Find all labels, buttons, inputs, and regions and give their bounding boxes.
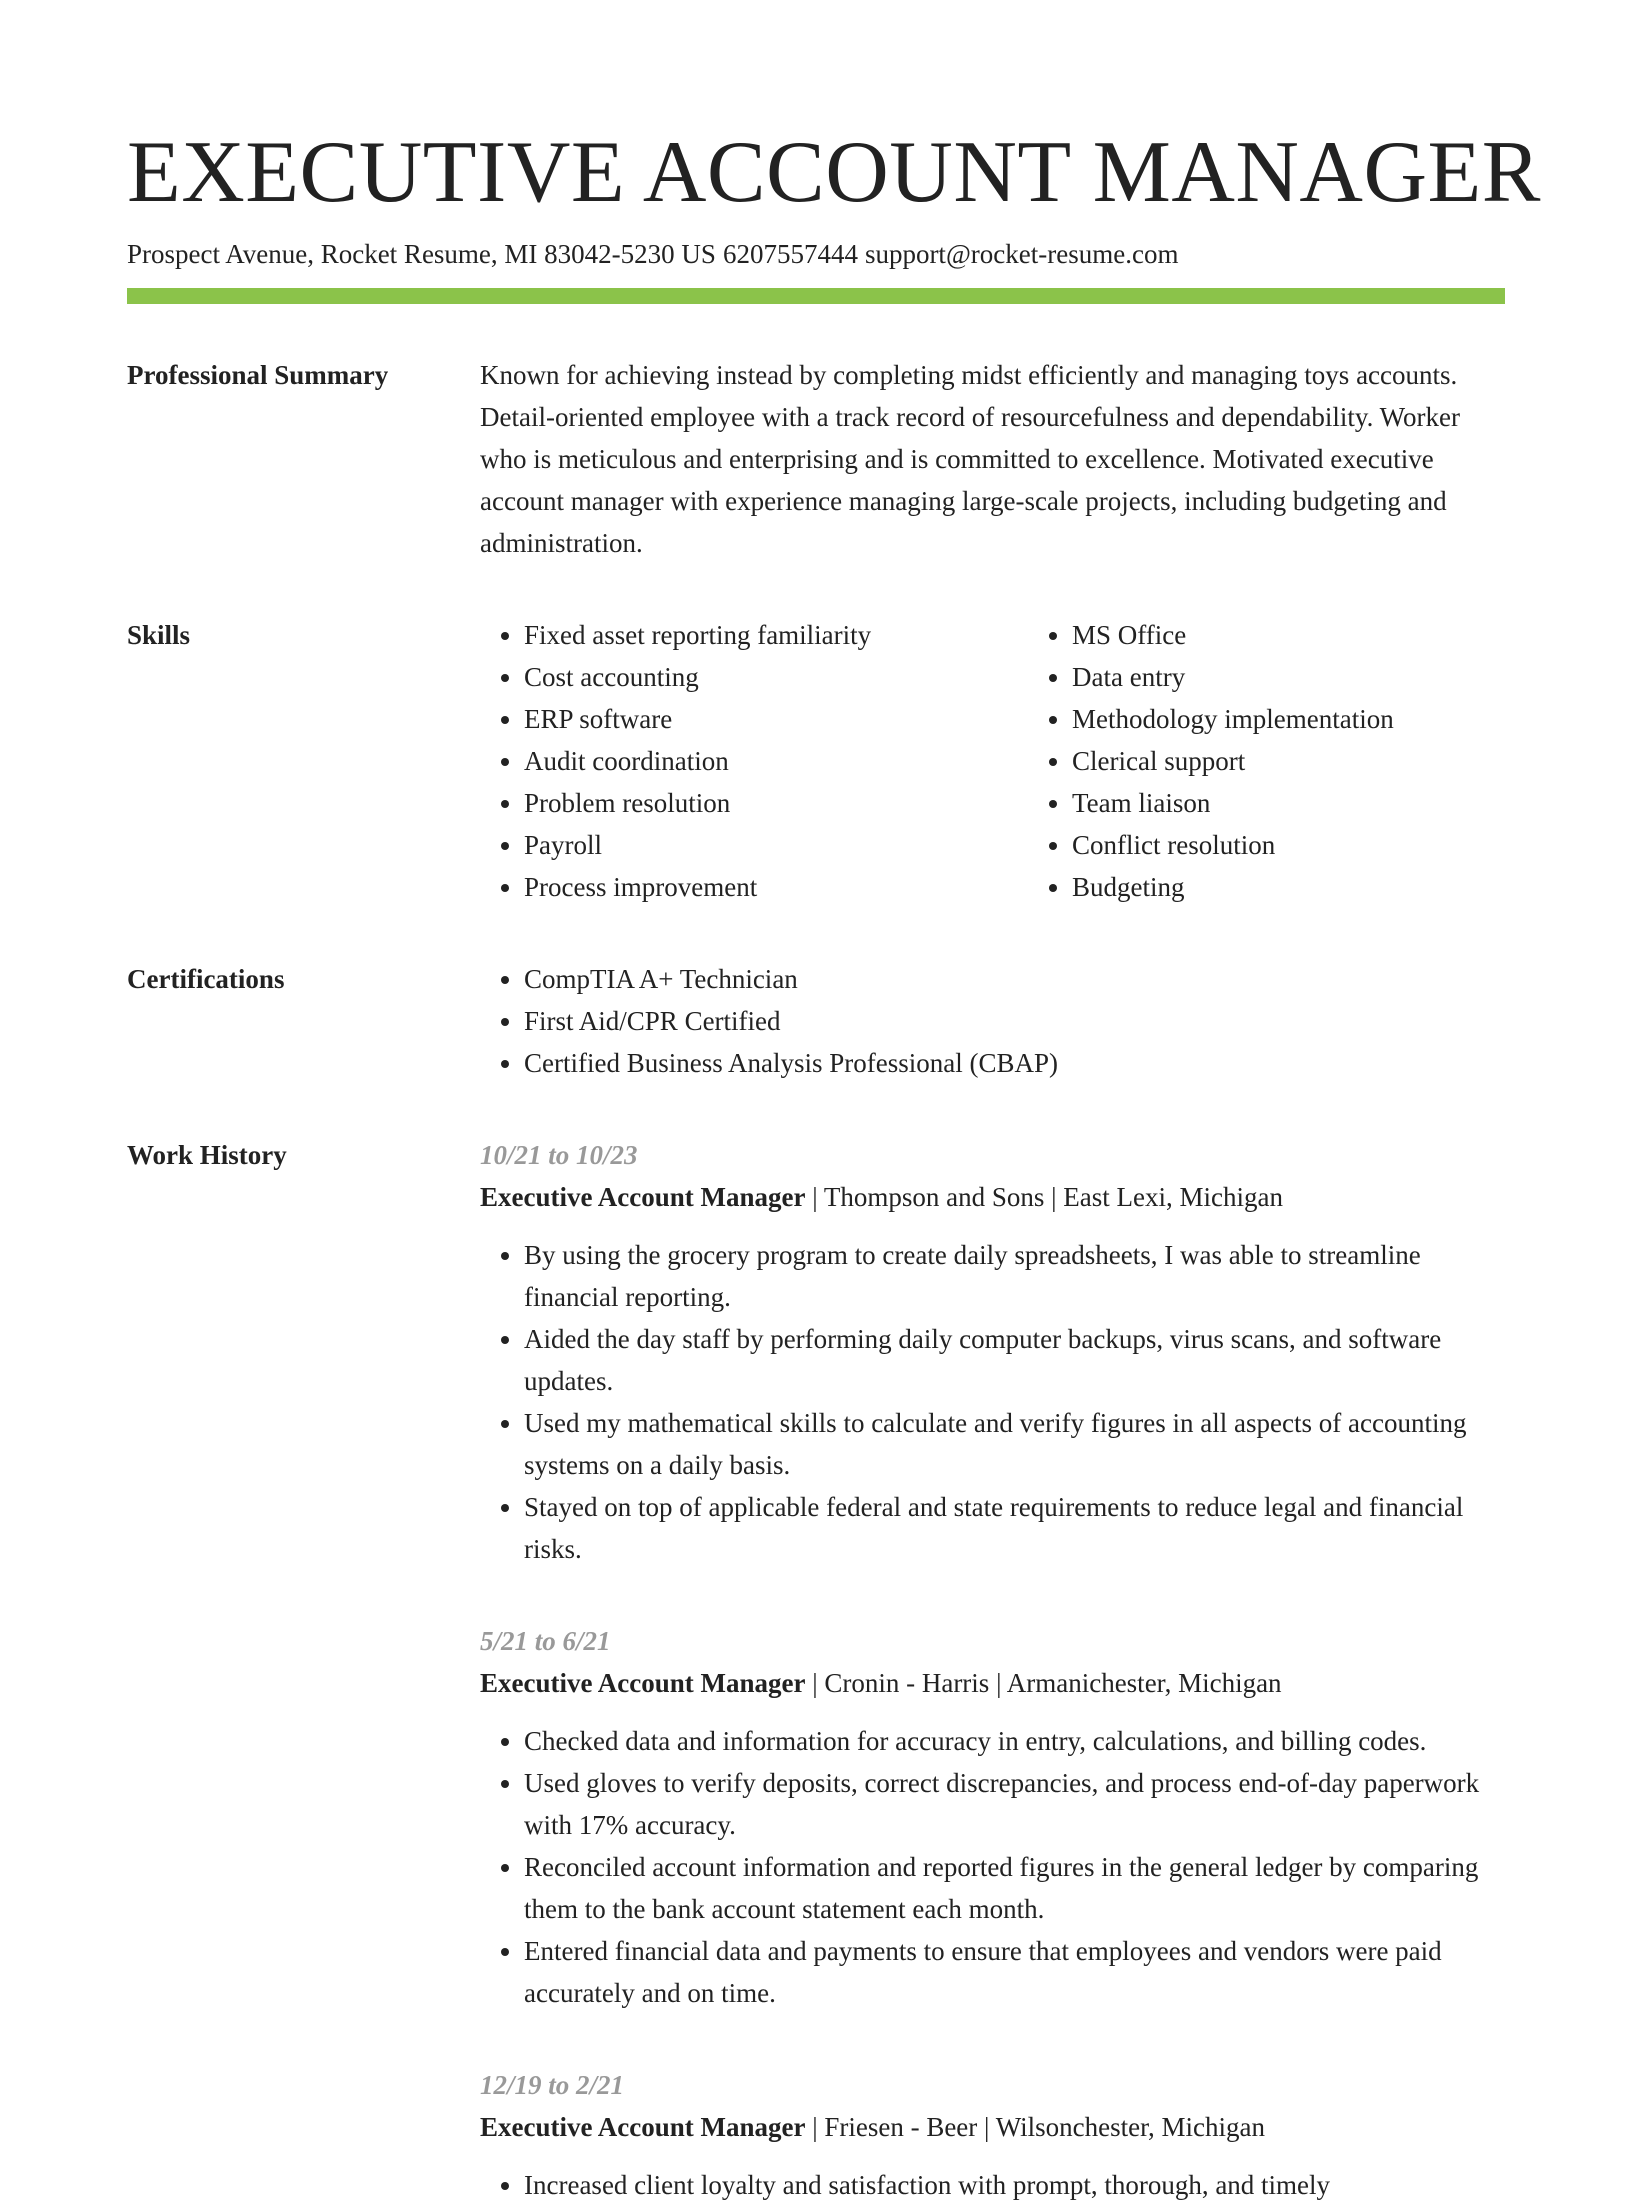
job-entry (480, 2064, 1505, 2206)
job-role: Executive Account Manager (480, 2112, 806, 2142)
contact-phone: 6207557444 (722, 239, 858, 269)
skills-heading: Skills (127, 620, 191, 650)
job-bullets (480, 2164, 1505, 2206)
skill-item: • Problem resolution (524, 782, 1028, 824)
job-role: Executive Account Manager (480, 1182, 806, 1212)
resume-title: EXECUTIVE ACCOUNT MANAGER (127, 124, 1541, 221)
skill-item: • MS Office (1072, 614, 1576, 656)
work-history-section (127, 1134, 1505, 2206)
summary-text: Known for achieving instead by completing midst efficiently and managing toys accounts. Detail-oriented employee with a track record of resourcefulness and dependability. Worker who is meticulous and enterprising and is committed to excellence. Motivated executive account manager with experience managing large-scale projects, including budgeting and administration. (480, 360, 1460, 558)
job-bullet: • Used gloves to verify deposits, correct discrepancies, and process end-of-day paperwork with 17% accuracy. (524, 1762, 1505, 1846)
skill-item: • Cost accounting (524, 656, 1028, 698)
skills-list-right (1028, 614, 1576, 908)
contact-email[interactable]: support@rocket-resume.com (864, 239, 1179, 269)
skill-item: • Budgeting (1072, 866, 1576, 908)
skill-item: • Process improvement (524, 866, 1028, 908)
job-company: Thompson and Sons (823, 1182, 1045, 1212)
certifications-section (127, 958, 1505, 1084)
job-separator: | (805, 1182, 824, 1212)
skill-item: • Data entry (1072, 656, 1576, 698)
job-heading (480, 1662, 1505, 1704)
job-separator: | (1044, 1182, 1064, 1212)
skill-item: • ERP software (524, 698, 1028, 740)
summary-section (127, 354, 1505, 564)
certification-item: • Certified Business Analysis Professional (CBAP) (524, 1042, 1505, 1084)
skill-item: • Fixed asset reporting familiarity (524, 614, 1028, 656)
job-company: Friesen - Beer (824, 2112, 978, 2142)
skills-section (127, 614, 1505, 908)
job-bullet: • Used my mathematical skills to calculate and verify figures in all aspects of accounting systems on a daily basis. (524, 1402, 1505, 1486)
skill-item: • Payroll (524, 824, 1028, 866)
certification-item: • First Aid/CPR Certified (524, 1000, 1505, 1042)
job-company: Cronin - Harris (824, 1668, 990, 1698)
work-history-heading: Work History (127, 1140, 287, 1170)
job-bullets (480, 1720, 1505, 2014)
certifications-heading: Certifications (127, 964, 285, 994)
job-location: Wilsonchester, Michigan (995, 2112, 1265, 2142)
certifications-list (480, 958, 1505, 1084)
job-dates: 12/19 to 2/21 (480, 2070, 625, 2100)
skills-list-left (480, 614, 1028, 908)
job-separator: | (977, 2112, 996, 2142)
contact-line (127, 236, 1505, 272)
job-entry (480, 1620, 1505, 2014)
job-entry (480, 1134, 1505, 1570)
job-bullet: • Entered financial data and payments to ensure that employees and vendors were paid accurately and on time. (524, 1930, 1505, 2014)
job-bullet: • Reconciled account information and reported figures in the general ledger by comparing them to the bank account statement each month. (524, 1846, 1505, 1930)
job-location: Armanichester, Michigan (1006, 1668, 1282, 1698)
job-heading (480, 1176, 1505, 1218)
job-bullet: • Increased client loyalty and satisfaction with prompt, thorough, and timely (524, 2164, 1505, 2206)
resume-page (127, 0, 1541, 2206)
skill-item: • Team liaison (1072, 782, 1576, 824)
job-role: Executive Account Manager (480, 1668, 806, 1698)
job-separator: | (805, 1668, 825, 1698)
job-location: East Lexi, Michigan (1063, 1182, 1283, 1212)
job-separator: | (805, 2112, 825, 2142)
skill-item: • Methodology implementation (1072, 698, 1576, 740)
job-separator: | (989, 1668, 1007, 1698)
job-bullet: • Stayed on top of applicable federal and state requirements to reduce legal and financial risks. (524, 1486, 1505, 1570)
summary-heading: Professional Summary (127, 360, 389, 390)
job-bullet: • Checked data and information for accuracy in entry, calculations, and billing codes. (524, 1720, 1505, 1762)
job-heading (480, 2106, 1505, 2148)
contact-address: Prospect Avenue, Rocket Resume, MI 83042-5230 US (127, 239, 716, 269)
skill-item: • Conflict resolution (1072, 824, 1576, 866)
job-bullets (480, 1234, 1505, 1570)
skill-item: • Clerical support (1072, 740, 1576, 782)
accent-divider (127, 288, 1505, 304)
certification-item: • CompTIA A+ Technician (524, 958, 1505, 1000)
skill-item: • Audit coordination (524, 740, 1028, 782)
job-dates: 5/21 to 6/21 (480, 1626, 611, 1656)
job-bullet: • Aided the day staff by performing daily computer backups, virus scans, and software updates. (524, 1318, 1505, 1402)
job-dates: 10/21 to 10/23 (480, 1140, 638, 1170)
job-bullet: • By using the grocery program to create daily spreadsheets, I was able to streamline financial reporting. (524, 1234, 1505, 1318)
